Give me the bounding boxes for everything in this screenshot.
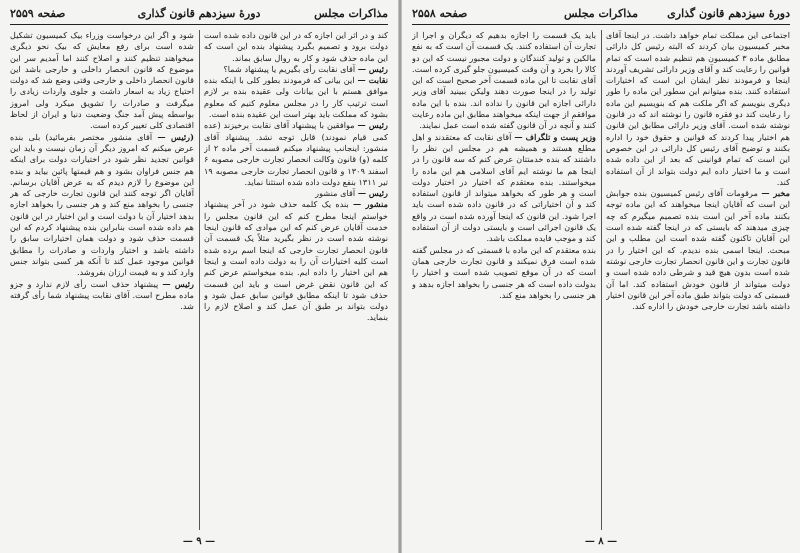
paragraph (204, 120, 388, 188)
paragraph (10, 132, 194, 279)
paragraph (606, 188, 790, 312)
left-page (0, 0, 398, 553)
speaker-name: مخبر — (761, 188, 790, 199)
text-column-left (412, 30, 596, 530)
paragraph-text: مرقومات آقای رئیس کمیسیون بنده جوابش این است که آقایان اینجا میخواهند که این ماده توجه بکنند ماده آخر این است بنده تصمیم میگیرم که چه چیزی میدهند که بایستی که در اینجا گفته شده است این آقایان تاکنون گفته شده است این مطلب و این مبحث. اینجا اسمی بنده ندیدم. که این اختیار را در قانون تجارت و این قانون انحصار تجارت خارجی نوشته شده است بدون هیچ قید و شرطی داده شده است و دولت میتواند از قانون خودش استفاده کند. اما آن قسمتی که دولت بتواند طبق ماده آخر این قانون اختیار داشته باشد تجارت خارجی خودش را اداره کند. (606, 188, 790, 312)
paragraph-text: کند و در اثر این اجازه که در این قانون داده شده است دولت برود و تصمیم بگیرد پیشنهاد بنده این است که این ماده حذف شود و کار به روال سابق بماند. (204, 30, 388, 63)
header-rule (412, 24, 790, 25)
paragraph (204, 64, 388, 75)
speaker-name: (رئیس — (157, 131, 194, 142)
paragraph-text: باید یک قسمت را اجازه بدهیم که دیگران و اجرا از تجارت آن استفاده کنند. یک قسمت آن است که به نفع مالکین و تولید کنندگان و دولت مجبور نیست که این دو کالا را بخرد و آن وقت کمیسیون جلو گیری کرده است. آقای نقابت تا این ماده قسمت آخر صحیح است که این تولید را در اینجا صورت دهند ولیکن ببینید آقای وزیر دارائی اجازه این قانون را نداده اند. بنده با این ماده موافقم از جهت اینکه میخواهند مطابق این ماده رعایت کنند و آنچه در آن قانون گفته شده است عمل نمایند. (412, 30, 596, 131)
header-title: مذاکرات مجلس (314, 7, 388, 20)
paragraph-text: این بیانی که فرمودند بطور کلی با اینکه بنده موافق هستم با این بیانات ولی عقیده بنده بر لازم است ترتیب کار را در مجلس معلوم کنیم که معلوم بشود که مملکت باید بهتر است این عقیده بنده است. (204, 75, 388, 120)
speaker-name: منشور — (352, 199, 388, 210)
paragraph (606, 30, 790, 188)
column-rule (601, 30, 602, 530)
paragraph (204, 188, 388, 199)
column-rule (199, 30, 200, 530)
header-title: دورهٔ سیزدهم قانون گذاری (667, 7, 790, 20)
speaker-name: رئیس — (357, 120, 388, 131)
paragraph-text: آقای نقابت رأی بگیریم یا پیشنهاد شما؟ (223, 63, 356, 74)
page-number: صفحه ۲۵۵۸ (412, 7, 468, 20)
paragraph (204, 30, 388, 64)
paragraph-text: آقای نقابت که معتقدند و اهل مطلع هستند و همیشه هم در مجلس این نظر را داشتند که بنده خدمتتان عرض کنم که سه قانون را در اینجا هم ما نوشته ایم آقای اسلامی هم این ماده را میخواستند. بنده معتقدم که اختیار در اختیار دولت است و هر طور که بخواهد میتواند از قانون استفاده کند و آن اختیاراتی که در قانون داده شده است باید اجرا شود. این قانون که اینجا آورده شده است در واقع یک قانون اجرائی است و بایستی دولت از آن استفاده کند و موجب فایده مملکت باشد. (412, 131, 596, 244)
page-header (10, 6, 388, 22)
paragraph-text: آقای منشور (315, 188, 356, 199)
speaker-name: رئیس — (162, 278, 194, 289)
page-header (412, 6, 790, 22)
paragraph (204, 199, 388, 323)
paragraph-text: اجتماعی این مملکت تمام خواهد داشت. در اینجا آقای مخبر کمیسیون بیان کردند که البته رئیس کل دارائی مطابق ماده ۳ کمیسیون هم تنظیم شده است که تمام قوانین را رعایت کند و آقای وزیر دارائی تشریف آوردند اینجا و فرمودند نظر ایشان این است که اختیارات استفاده کنند. بنده میتوانم این سطور این ماده را طور دیگری بنویسم که اگر ملکت هم که بنویسیم این ماده را رعایت کند دو فقره قانون را نوشته اند که در قانون نوشته شده است. آقای وزیر دارائی مطابق این قانون هم اختیار پیدا کردند که قوانین و حقوق خود را اداره بکنند و توضیح آقای رئیس کل دارائی در این خصوص این است که تمام قوانینی که بعد از این داده شده است و ما اختیار داده ایم دولت بتواند از آن استفاده کند. (606, 30, 790, 187)
speaker-name: وزیر پست و تلگراف — (514, 131, 596, 142)
paragraph-text: شود و اگر این درخواست وزراء بیک کمیسیون تشکیل شده است برای رفع معایش که بیک نحو دیگری میخواهند تنظیم کنند و اصلاح کنند اما آمدیم سر این موضوع که قانون انحصار داخلی و خارجی باشد این قانون انحصار داخلی و خارجی وقتی وضع شد که دولت احتیاج زیاد به اسعار داشت و جلوی واردات زیادی را میگرفت و صادرات را تشویق میکرد ولی امروز بواسطه پیش آمد جنگ وضعیت دنیا و ایران از لحاظ اقتصادی کلی تغییر کرده است. (10, 30, 194, 131)
paragraph-text: آقای منشور مختصر بفرمائید) بلی بنده عرض میکنم که امروز دیگر آن زمان نیست و باید این قوانین تجدید نظر شود در اختیارات دولت برای اینکه هم جنس فراوان بشود و هم قیمتها پائین بیاید و بنده این موضوع را لازم دیدم که به عرض آقایان برسانم. آقایان اگر توجه کنند این قانون تجارت خارجی که هر جنسی را بخواهد منع کند و هر جنسی را بخواهد اجازه بدهد اختیار آن با دولت است و این اختیار در این قانون هم داده شده است بنابراین بنده پیشنهاد کردم که این قسمت حذف شود و دولت همان اختیارات سابق را داشته باشد و اختیار واردات و صادرات را مطابق قوانین موجود عمل کند تا آنکه هر کسی بتواند جنس وارد کند و به قیمت ارزان بفروشد. (10, 131, 194, 278)
paragraph-text: بنده یک کلمه حذف شود در آخر پیشنهاد خواستم اینجا مطرح کنم که این قانون مجلس را خدمت آقایان عرض کنم که این موادی که قانون اینجا نوشته شده است در نظر بگیرید مثلاً یک قسمت آن قانون انحصار تجارت خارجی که اینجا اسم برده شده است کلیه اختیارات آن را به دولت داده است و اینجا هم این اختیار را داده ایم. بنده میخواستم عرض کنم که این قانون نقض غرض است و باید این قسمت حذف شود تا اینکه مطابق قوانین سابق عمل شود و دولت بتواند بر طبق آن عمل کند و اصلاح لازم را بنماید. (204, 199, 388, 323)
text-column-right (204, 30, 388, 530)
page-folio: — ۸ — (584, 536, 618, 547)
speaker-name: رئیس — (357, 188, 388, 199)
page-number: صفحه ۲۵۵۹ (10, 7, 66, 20)
paragraph-text: موافقین با پیشنهاد آقای نقابت برخیزند (عده کمی قیام نمودند) قابل توجه نشد. پیشنهاد آقای منشور: اینجانب پیشنهاد میکنم قسمت آخر ماده ۲ از کلمه (و) قانون وکالت انحصار تجارت خارجی مصوبه ۶ اسفند ۱۳۰۹ و قانون انحصار تجارت خارجی مصوبه ۱۹ تیر ۱۳۱۱ بنفع دولت داده شده استثنا نماید. (204, 120, 388, 187)
paragraph (204, 75, 388, 120)
paragraph (412, 30, 596, 132)
page-folio: — ۹ — (182, 536, 216, 547)
speaker-name: رئیس — (357, 63, 388, 74)
paragraph (412, 245, 596, 301)
text-column-left (10, 30, 194, 530)
paragraph (412, 132, 596, 245)
speaker-name: نقابت — (357, 75, 388, 86)
header-center-title: مذاکرات مجلس (564, 7, 638, 20)
paragraph-text: پیشنهاد حذف است رأی لازم ندارد و جزو ماده مطرح است. آقای نقابت پیشنهاد شما رأی گرفته شد. (10, 278, 194, 312)
header-rule (10, 24, 388, 25)
text-column-right (606, 30, 790, 530)
paragraph-text: بنده معتقدم که این ماده با قسمتی که در مجلس گفته شده است فرق نمیکند و قانون تجارت خارجی همان است که در آن موقع تصویب شده است و اختیار را بدولت داده است که هر جنسی را بخواهد اجازه بدهد و هر جنسی را بخواهد منع کند. (412, 244, 596, 300)
header-center-title: دورهٔ سیزدهم قانون گذاری (137, 7, 261, 20)
paragraph (10, 30, 194, 132)
right-page (402, 0, 800, 553)
paragraph (10, 279, 194, 313)
